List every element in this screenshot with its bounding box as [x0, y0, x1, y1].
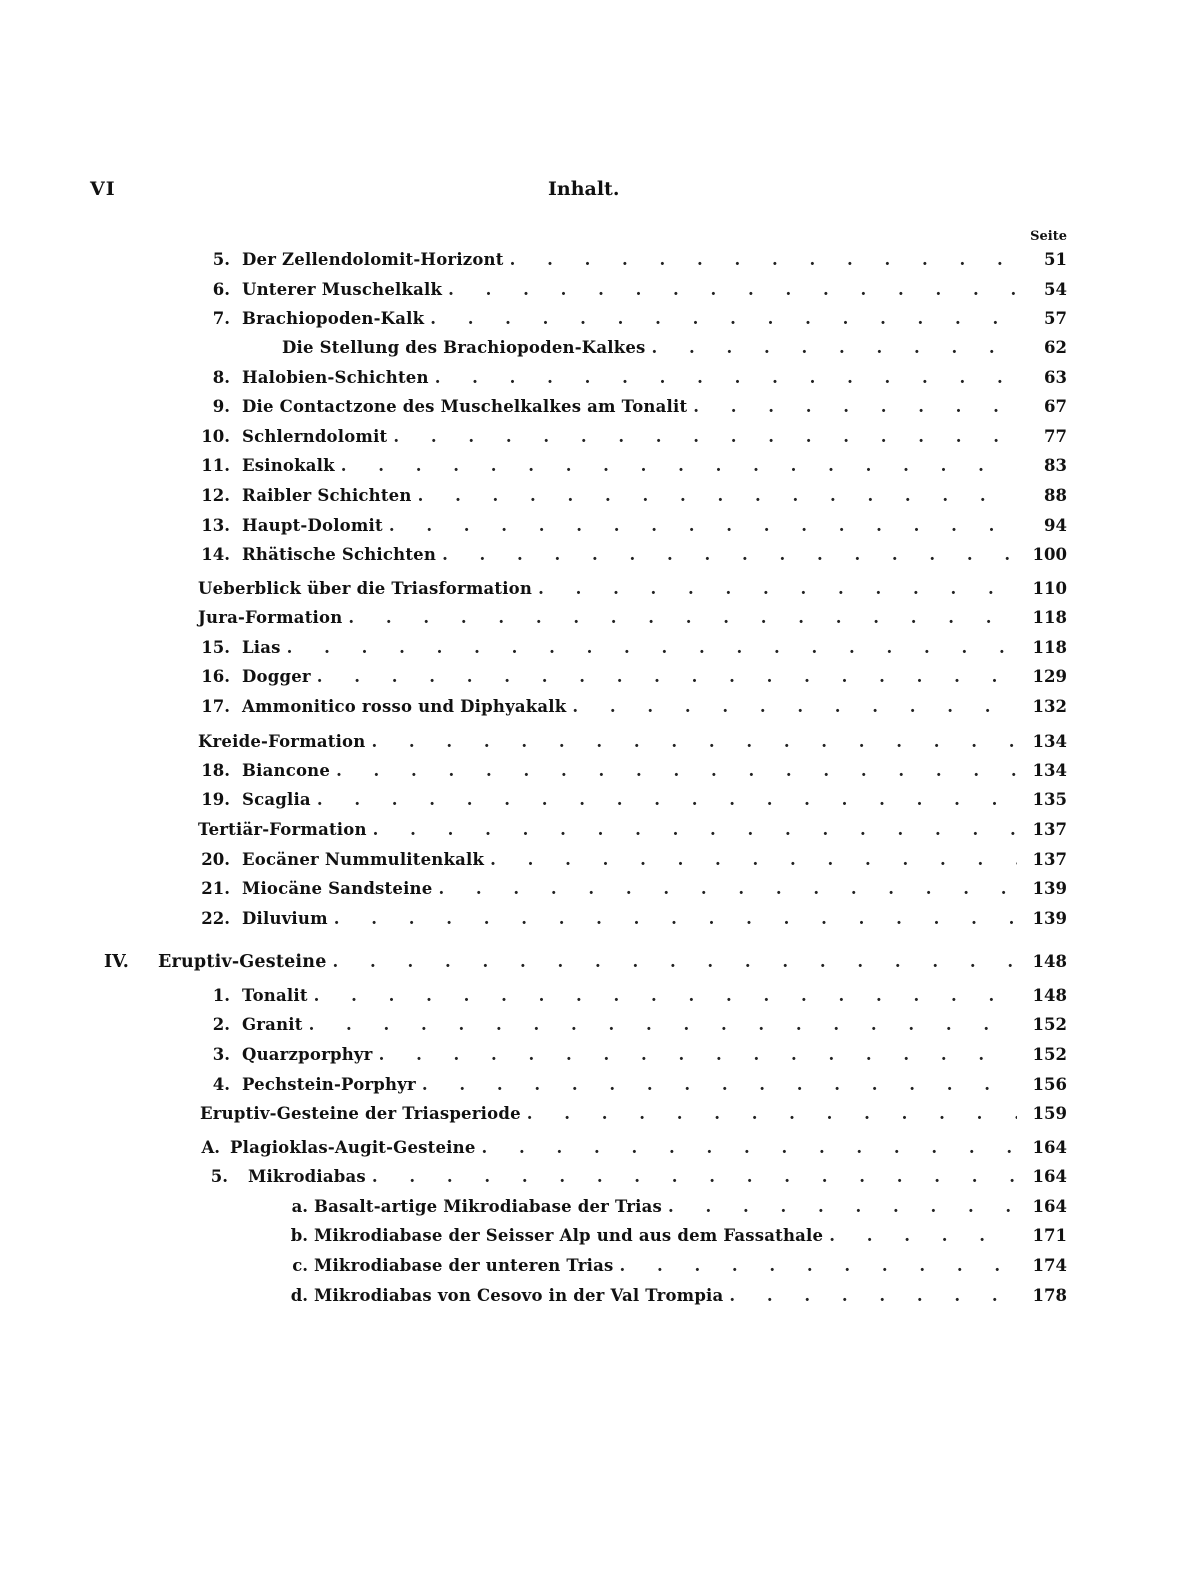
toc-entry: [190, 427, 1067, 453]
toc-entry-title: Mikrodiabase der unteren Trias: [314, 1256, 614, 1275]
toc-entry: [190, 732, 1067, 758]
toc-entry-title: Jura-Formation: [198, 608, 343, 627]
toc-entry: [270, 338, 1067, 364]
toc-entry-number: 10.: [201, 427, 230, 446]
toc-entry-number: 5.: [210, 1167, 228, 1186]
toc-entry: [278, 1256, 1067, 1282]
toc-entry-page: 137: [1032, 820, 1067, 839]
page-column-label: Seite: [1030, 229, 1067, 244]
toc-entry: [190, 545, 1067, 571]
toc-entry-title: Granit: [242, 1015, 303, 1034]
toc-entry: [190, 850, 1067, 876]
toc-entry: [190, 761, 1067, 787]
toc-entry-title: Miocäne Sandsteine: [242, 879, 433, 898]
toc-entry-page: 67: [1044, 397, 1067, 416]
toc-entry-title: Halobien-Schichten: [242, 368, 429, 387]
toc-entry-page: 51: [1044, 250, 1067, 269]
page-title: Inhalt.: [548, 178, 620, 200]
toc-entry-title: Der Zellendolomit-Horizont: [242, 250, 504, 269]
toc-entry: [190, 1075, 1067, 1101]
toc-section-title: Eruptiv-Gesteine: [158, 952, 327, 972]
leader-dots: [333, 952, 1017, 971]
toc-entry-title: Esinokalk: [242, 456, 335, 475]
leader-dots: [309, 1015, 1017, 1034]
toc-entry-title: Dogger: [242, 667, 311, 686]
toc-entry-number: 21.: [201, 879, 230, 898]
toc-entry-page: 118: [1032, 638, 1067, 657]
toc-entry-number: 11.: [201, 456, 230, 475]
toc-entry-number: d.: [290, 1286, 308, 1305]
toc-entry: [190, 1104, 1067, 1130]
toc-entry: [190, 986, 1067, 1012]
leader-dots: [389, 516, 1017, 535]
toc-section-heading: [104, 952, 1067, 978]
toc-entry-number: 18.: [201, 761, 230, 780]
toc-entry: [190, 638, 1067, 664]
toc-entry-page: 57: [1044, 309, 1067, 328]
toc-section-number: IV.: [104, 952, 129, 972]
leader-dots: [619, 1256, 1017, 1275]
toc-entry-number: 6.: [212, 280, 230, 299]
toc-entry: [278, 1286, 1067, 1312]
toc-entry-page: 129: [1032, 667, 1067, 686]
leader-dots: [668, 1197, 1017, 1216]
leader-dots: [287, 638, 1017, 657]
toc-entry-page: 152: [1032, 1045, 1067, 1064]
toc-entry-title: Rhätische Schichten: [242, 545, 437, 564]
leader-dots: [372, 1167, 1017, 1186]
toc-entry-number: b.: [290, 1226, 308, 1245]
toc-entry-number: a.: [291, 1197, 308, 1216]
toc-entry: [190, 909, 1067, 935]
toc-entry-page: 164: [1032, 1138, 1067, 1157]
toc-entry: [190, 697, 1067, 723]
toc-entry: [190, 1167, 1067, 1193]
toc-entry-number: 13.: [201, 516, 230, 535]
toc-entry: [278, 1197, 1067, 1223]
leader-dots: [442, 545, 1017, 564]
leader-dots: [334, 909, 1017, 928]
toc-entry: [190, 486, 1067, 512]
leader-dots: [422, 1075, 1017, 1094]
toc-entry-title: Tertiär-Formation: [198, 820, 367, 839]
toc-entry-number: 22.: [201, 909, 230, 928]
toc-entry-page: 62: [1044, 338, 1067, 357]
leader-dots: [418, 486, 1017, 505]
leader-dots: [438, 879, 1017, 898]
toc-entry-page: 132: [1032, 697, 1067, 716]
toc-entry-number: 3.: [212, 1045, 230, 1064]
leader-dots: [538, 579, 1017, 598]
toc-entry-title: Ueberblick über die Triasformation: [198, 579, 533, 598]
toc-entry-title: Mikrodiabase der Seisser Alp und aus dem Fassathale: [314, 1226, 824, 1245]
leader-dots: [371, 732, 1017, 751]
toc-entry-title: Eocäner Nummulitenkalk: [242, 850, 485, 869]
toc-entry-number: 8.: [212, 368, 230, 387]
leader-dots: [729, 1286, 1017, 1305]
leader-dots: [482, 1138, 1017, 1157]
toc-entry-number: 9.: [212, 397, 230, 416]
toc-entry-number: 20.: [201, 850, 230, 869]
leader-dots: [379, 1045, 1017, 1064]
toc-entry-number: 15.: [201, 638, 230, 657]
leader-dots: [336, 761, 1017, 780]
leader-dots: [448, 280, 1017, 299]
toc-entry: [190, 397, 1067, 423]
toc-entry-number: 19.: [201, 790, 230, 809]
toc-entry-title: Raibler Schichten: [242, 486, 412, 505]
toc-entry-title: Eruptiv-Gesteine der Triasperiode: [200, 1104, 521, 1123]
leader-dots: [527, 1104, 1017, 1123]
toc-entry: [190, 667, 1067, 693]
toc-entry-page: 164: [1032, 1197, 1067, 1216]
toc-entry: [190, 516, 1067, 542]
toc-entry-title: Kreide-Formation: [198, 732, 366, 751]
toc-entry-page: 159: [1032, 1104, 1067, 1123]
leader-dots: [435, 368, 1017, 387]
toc-entry-number: 2.: [212, 1015, 230, 1034]
toc-entry-title: Mikrodiabas: [248, 1167, 366, 1186]
leader-dots: [317, 667, 1017, 686]
toc-entry: [190, 368, 1067, 394]
leader-dots: [829, 1226, 1017, 1245]
toc-entry-number: c.: [292, 1256, 308, 1275]
leader-dots: [393, 427, 1017, 446]
toc-entry-title: Quarzporphyr: [242, 1045, 373, 1064]
toc-entry: [190, 456, 1067, 482]
toc-entry-title: Biancone: [242, 761, 331, 780]
toc-entry-number: 7.: [212, 309, 230, 328]
toc-entry-title: Mikrodiabas von Cesovo in der Val Trompia: [314, 1286, 724, 1305]
toc-entry-number: 17.: [201, 697, 230, 716]
toc-entry-page: 156: [1032, 1075, 1067, 1094]
toc-entry: [190, 1045, 1067, 1071]
toc-entry-page: 135: [1032, 790, 1067, 809]
toc-entry-page: 110: [1032, 579, 1067, 598]
toc-entry-title: Diluvium: [242, 909, 328, 928]
toc-entry: [190, 309, 1067, 335]
toc-entry-page: 148: [1032, 986, 1067, 1005]
toc-entry-page: 139: [1032, 879, 1067, 898]
toc-entry-page: 63: [1044, 368, 1067, 387]
toc-entry-page: 54: [1044, 280, 1067, 299]
toc-entry-title: Plagioklas-Augit-Gesteine: [230, 1138, 476, 1157]
toc-entry-page: 100: [1032, 545, 1067, 564]
toc-entry-number: 5.: [212, 250, 230, 269]
toc-entry-title: Scaglia: [242, 790, 311, 809]
toc-entry-page: 139: [1032, 909, 1067, 928]
toc-entry: [190, 608, 1067, 634]
toc-entry-page: 94: [1044, 516, 1067, 535]
toc-entry-title: Pechstein-Porphyr: [242, 1075, 416, 1094]
leader-dots: [693, 397, 1017, 416]
toc-entry-page: 174: [1032, 1256, 1067, 1275]
toc-entry-title: Schlerndolomit: [242, 427, 388, 446]
toc-entry-page: 134: [1032, 761, 1067, 780]
toc-entry-title: Die Stellung des Brachiopoden-Kalkes: [282, 338, 646, 357]
toc-entry: [190, 1015, 1067, 1041]
toc-entry-number: 4.: [212, 1075, 230, 1094]
toc-entry-number: A.: [201, 1138, 220, 1157]
toc-entry-page: 152: [1032, 1015, 1067, 1034]
toc-entry: [190, 820, 1067, 846]
toc-entry: [278, 1226, 1067, 1252]
toc-entry: [190, 1138, 1067, 1164]
toc-entry-page: 83: [1044, 456, 1067, 475]
toc-entry-number: 12.: [201, 486, 230, 505]
leader-dots: [430, 309, 1017, 328]
leader-dots: [341, 456, 1017, 475]
toc-entry-page: 88: [1044, 486, 1067, 505]
toc-entry-page: 77: [1044, 427, 1067, 446]
toc-entry-title: Brachiopoden-Kalk: [242, 309, 425, 328]
leader-dots: [490, 850, 1017, 869]
toc-entry-title: Tonalit: [242, 986, 308, 1005]
toc-entry: [190, 879, 1067, 905]
leader-dots: [314, 986, 1017, 1005]
leader-dots: [652, 338, 1017, 357]
toc-entry-page: 164: [1032, 1167, 1067, 1186]
toc-entry-title: Unterer Muschelkalk: [242, 280, 443, 299]
leader-dots: [348, 608, 1017, 627]
toc-entry-page: 171: [1032, 1226, 1067, 1245]
toc-entry-number: 16.: [201, 667, 230, 686]
toc-entry-title: Haupt-Dolomit: [242, 516, 383, 535]
toc-entry-number: 1.: [212, 986, 230, 1005]
toc-entry-page: 134: [1032, 732, 1067, 751]
toc-entry-page: 118: [1032, 608, 1067, 627]
toc-entry-page: 148: [1032, 952, 1067, 971]
toc-entry-page: 137: [1032, 850, 1067, 869]
toc-entry-title: Lias: [242, 638, 281, 657]
page-number: VI: [90, 178, 116, 200]
toc-entry: [190, 579, 1067, 605]
toc-entry: [190, 790, 1067, 816]
toc-entry-title: Die Contactzone des Muschelkalkes am Tonalit: [242, 397, 688, 416]
leader-dots: [373, 820, 1017, 839]
toc-entry: [190, 280, 1067, 306]
toc-entry-page: 178: [1032, 1286, 1067, 1305]
toc-entry-title: Ammonitico rosso und Diphyakalk: [242, 697, 567, 716]
leader-dots: [572, 697, 1017, 716]
toc-entry: [190, 250, 1067, 276]
leader-dots: [510, 250, 1017, 269]
leader-dots: [317, 790, 1017, 809]
toc-entry-number: 14.: [201, 545, 230, 564]
toc-entry-title: Basalt-artige Mikrodiabase der Trias: [314, 1197, 663, 1216]
